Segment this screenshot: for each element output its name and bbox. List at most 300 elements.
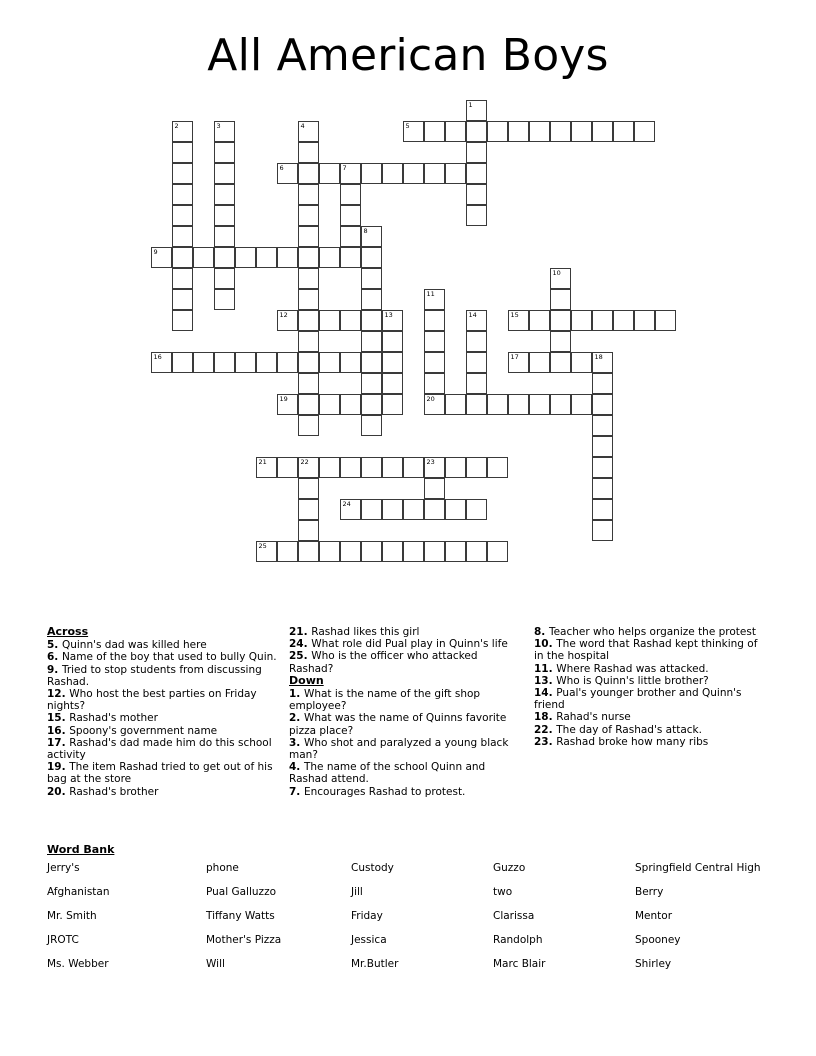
crossword-cell[interactable] — [298, 121, 319, 142]
cell-number: 2 — [174, 121, 179, 130]
clue-item — [47, 737, 279, 761]
clue-number: 23. — [534, 735, 557, 748]
crossword-cell[interactable] — [214, 184, 235, 205]
clue-text: Who is the officer who attacked Rashad? — [289, 650, 478, 675]
crossword-cell[interactable] — [256, 457, 277, 478]
crossword-cell[interactable] — [424, 499, 445, 520]
crossword-cell[interactable] — [445, 394, 466, 415]
clue-number: 17. — [47, 736, 70, 749]
crossword-cell[interactable] — [445, 163, 466, 184]
clue-item — [534, 711, 763, 723]
crossword-cell[interactable] — [361, 163, 382, 184]
crossword-cell[interactable] — [466, 184, 487, 205]
crossword-cell[interactable] — [592, 373, 613, 394]
cell-number: 24 — [342, 499, 351, 508]
crossword-cell[interactable] — [319, 457, 340, 478]
clue-text: The name of the school Quinn and Rashad attend. — [289, 761, 486, 786]
crossword-cell[interactable] — [382, 310, 403, 331]
crossword-cell[interactable] — [592, 520, 613, 541]
crossword-cell[interactable] — [298, 268, 319, 289]
crossword-cell[interactable] — [424, 289, 445, 310]
crossword-cell[interactable] — [319, 247, 340, 268]
crossword-cell[interactable] — [508, 394, 529, 415]
cell-number: 14 — [468, 310, 477, 319]
crossword-cell[interactable] — [277, 457, 298, 478]
clue-item — [289, 712, 524, 736]
crossword-cell[interactable] — [403, 499, 424, 520]
crossword-cell[interactable] — [277, 541, 298, 562]
crossword-cell[interactable] — [340, 499, 361, 520]
cell-number: 25 — [258, 541, 267, 550]
crossword-cell[interactable] — [487, 121, 508, 142]
clue-list-1 — [47, 639, 279, 798]
crossword-cell[interactable] — [424, 457, 445, 478]
clue-number: 20. — [47, 785, 70, 798]
clues-column-1 — [47, 626, 289, 798]
crossword-cell[interactable] — [319, 352, 340, 373]
crossword-cell[interactable] — [319, 310, 340, 331]
cell-number: 11 — [426, 289, 435, 298]
crossword-cell[interactable] — [613, 121, 634, 142]
cell-number: 22 — [300, 457, 309, 466]
clues-column-2 — [289, 626, 534, 798]
crossword-cell[interactable] — [235, 247, 256, 268]
crossword-cell[interactable] — [298, 457, 319, 478]
crossword-cell[interactable] — [382, 352, 403, 373]
crossword-cell[interactable] — [340, 184, 361, 205]
clue-text: Encourages Rashad to protest. — [303, 785, 466, 798]
word-bank-item: Will — [206, 958, 225, 970]
clue-text: Rahad's nurse — [556, 711, 631, 724]
crossword-cell[interactable] — [298, 184, 319, 205]
clue-number: 13. — [534, 674, 557, 687]
clue-text: Who shot and paralyzed a young black man? — [289, 736, 509, 762]
crossword-cell[interactable] — [613, 310, 634, 331]
clue-item — [289, 650, 524, 674]
crossword-cell[interactable] — [571, 310, 592, 331]
crossword-cell[interactable] — [298, 163, 319, 184]
cell-number: 7 — [342, 163, 347, 172]
crossword-cell[interactable] — [298, 310, 319, 331]
crossword-cell[interactable] — [298, 394, 319, 415]
crossword-cell[interactable] — [298, 499, 319, 520]
clue-text: Who is Quinn's little brother? — [556, 674, 709, 687]
crossword-cell[interactable] — [466, 310, 487, 331]
crossword-cell[interactable] — [403, 163, 424, 184]
crossword-cell[interactable] — [571, 121, 592, 142]
cell-number: 5 — [405, 121, 410, 130]
clue-text: Rashad's dad made him do this school activity — [47, 736, 272, 762]
clue-number: 7. — [289, 785, 304, 798]
crossword-cell[interactable] — [571, 394, 592, 415]
word-bank-item: Jessica — [351, 934, 387, 946]
crossword-cell[interactable] — [361, 415, 382, 436]
crossword-cell[interactable] — [592, 415, 613, 436]
crossword-cell[interactable] — [424, 163, 445, 184]
clue-text: The item Rashad tried to get out of his bag at the store — [47, 761, 273, 786]
crossword-cell[interactable] — [340, 163, 361, 184]
crossword-cell[interactable] — [298, 352, 319, 373]
crossword-cell[interactable] — [529, 394, 550, 415]
crossword-cell[interactable] — [529, 121, 550, 142]
cell-number: 16 — [153, 352, 162, 361]
clue-text: Pual's younger brother and Quinn's friend — [534, 687, 742, 712]
word-bank-item: JROTC — [47, 934, 79, 946]
crossword-cell[interactable] — [151, 352, 172, 373]
word-bank-item: Marc Blair — [493, 958, 546, 970]
clue-number: 14. — [534, 687, 557, 700]
crossword-cell[interactable] — [508, 352, 529, 373]
clue-text: Rashad's brother — [69, 785, 159, 798]
crossword-cell[interactable] — [550, 352, 571, 373]
clue-text: Rashad likes this girl — [311, 626, 420, 638]
word-bank-area — [47, 843, 773, 970]
crossword-cell[interactable] — [340, 205, 361, 226]
crossword-cell[interactable] — [298, 205, 319, 226]
crossword-cell[interactable] — [466, 163, 487, 184]
cell-number: 9 — [153, 247, 158, 256]
clue-item — [47, 761, 279, 785]
cell-number: 4 — [300, 121, 305, 130]
crossword-cell[interactable] — [382, 163, 403, 184]
clue-text: What is the name of the gift shop employee? — [289, 688, 481, 713]
crossword-cell[interactable] — [487, 541, 508, 562]
crossword-cell[interactable] — [466, 394, 487, 415]
crossword-cell[interactable] — [172, 121, 193, 142]
crossword-cell[interactable] — [382, 394, 403, 415]
clue-text: Quinn's dad was killed here — [61, 639, 207, 652]
crossword-cell[interactable] — [235, 352, 256, 373]
clue-number: 11. — [534, 662, 557, 675]
clue-item — [534, 626, 763, 638]
crossword-cell[interactable] — [466, 499, 487, 520]
word-bank-item: phone — [206, 862, 239, 874]
cell-number: 19 — [279, 394, 288, 403]
crossword-cell[interactable] — [424, 478, 445, 499]
crossword-cell[interactable] — [340, 394, 361, 415]
crossword-cell[interactable] — [424, 541, 445, 562]
clue-item — [47, 639, 279, 651]
crossword-cell[interactable] — [298, 142, 319, 163]
clue-number: 22. — [534, 723, 557, 736]
crossword-cell[interactable] — [298, 373, 319, 394]
clue-item — [47, 688, 279, 712]
crossword-cell[interactable] — [172, 268, 193, 289]
crossword-cell[interactable] — [529, 310, 550, 331]
crossword-cell[interactable] — [466, 352, 487, 373]
crossword-cell[interactable] — [340, 226, 361, 247]
crossword-cell[interactable] — [445, 121, 466, 142]
word-bank-item: Mentor — [635, 910, 673, 922]
clue-item — [534, 638, 763, 662]
cell-number: 17 — [510, 352, 519, 361]
crossword-cell[interactable] — [214, 226, 235, 247]
crossword-cell[interactable] — [424, 352, 445, 373]
crossword-cell[interactable] — [550, 289, 571, 310]
crossword-cell[interactable] — [592, 121, 613, 142]
crossword-cell[interactable] — [424, 310, 445, 331]
crossword-cell[interactable] — [319, 541, 340, 562]
word-bank-item: Friday — [351, 910, 383, 922]
crossword-cell[interactable] — [487, 457, 508, 478]
crossword-cell[interactable] — [445, 541, 466, 562]
crossword-cell[interactable] — [277, 247, 298, 268]
clue-list-2-across — [289, 626, 524, 675]
crossword-cell[interactable] — [298, 331, 319, 352]
crossword-cell[interactable] — [214, 205, 235, 226]
clue-number: 19. — [47, 761, 70, 774]
down-heading: Down — [289, 673, 324, 687]
crossword-cell[interactable] — [193, 352, 214, 373]
clue-number: 1. — [289, 688, 304, 701]
word-bank-item: Jerry's — [47, 862, 80, 874]
crossword-cell[interactable] — [382, 499, 403, 520]
crossword-cell[interactable] — [340, 457, 361, 478]
clue-item — [289, 638, 524, 650]
crossword-cell[interactable] — [466, 541, 487, 562]
crossword-cell[interactable] — [256, 541, 277, 562]
crossword-cell[interactable] — [361, 541, 382, 562]
clue-item — [289, 737, 524, 761]
clue-item — [289, 626, 524, 638]
word-bank-item: Spooney — [635, 934, 681, 946]
crossword-cell[interactable] — [340, 310, 361, 331]
crossword-cell[interactable] — [550, 121, 571, 142]
crossword-cell[interactable] — [214, 163, 235, 184]
crossword-cell[interactable] — [634, 121, 655, 142]
cell-number: 3 — [216, 121, 221, 130]
clue-item — [289, 761, 524, 785]
word-bank-item: Ms. Webber — [47, 958, 109, 970]
clue-item — [289, 688, 524, 712]
crossword-cell[interactable] — [172, 184, 193, 205]
crossword-cell[interactable] — [277, 352, 298, 373]
crossword-cell[interactable] — [361, 394, 382, 415]
crossword-cell[interactable] — [403, 541, 424, 562]
crossword-cell[interactable] — [361, 331, 382, 352]
clue-number: 12. — [47, 688, 70, 701]
word-bank-grid — [47, 862, 773, 970]
crossword-cell[interactable] — [592, 352, 613, 373]
clue-text: Name of the boy that used to bully Quin. — [61, 651, 277, 664]
crossword-cell[interactable] — [403, 457, 424, 478]
crossword-cell[interactable] — [382, 331, 403, 352]
crossword-cell[interactable] — [487, 394, 508, 415]
cell-number: 12 — [279, 310, 288, 319]
crossword-cell[interactable] — [172, 352, 193, 373]
word-bank-item: Afghanistan — [47, 886, 110, 898]
crossword-cell[interactable] — [466, 331, 487, 352]
crossword-cell[interactable] — [361, 457, 382, 478]
crossword-cell[interactable] — [214, 142, 235, 163]
clue-item — [534, 675, 763, 687]
crossword-cell[interactable] — [277, 310, 298, 331]
crossword-cell[interactable] — [361, 373, 382, 394]
crossword-cell[interactable] — [508, 310, 529, 331]
crossword-cell[interactable] — [445, 457, 466, 478]
cell-number: 20 — [426, 394, 435, 403]
crossword-cell[interactable] — [214, 289, 235, 310]
word-bank-item: Berry — [635, 886, 664, 898]
cell-number: 10 — [552, 268, 561, 277]
across-heading: Across — [47, 625, 89, 638]
crossword-cell[interactable] — [172, 247, 193, 268]
clue-text: Who host the best parties on Friday nights? — [47, 688, 257, 713]
crossword-cell[interactable] — [298, 247, 319, 268]
crossword-cell[interactable] — [655, 310, 676, 331]
cell-number: 21 — [258, 457, 267, 466]
crossword-cell[interactable] — [466, 205, 487, 226]
clue-text: What was the name of Quinns favorite pizza place? — [289, 712, 507, 737]
clue-item — [47, 786, 279, 798]
clue-item — [47, 664, 279, 688]
crossword-cell[interactable] — [298, 415, 319, 436]
clue-item — [289, 786, 524, 798]
crossword-cell[interactable] — [172, 226, 193, 247]
cell-number: 6 — [279, 163, 284, 172]
crossword-cell[interactable] — [508, 121, 529, 142]
crossword-cell[interactable] — [361, 310, 382, 331]
crossword-cell[interactable] — [592, 394, 613, 415]
clues-column-3 — [534, 626, 773, 798]
crossword-cell[interactable] — [340, 247, 361, 268]
clue-item — [47, 651, 279, 663]
clue-number: 15. — [47, 712, 70, 725]
crossword-cell[interactable] — [256, 352, 277, 373]
word-bank-item: Custody — [351, 862, 394, 874]
crossword-cell[interactable] — [529, 352, 550, 373]
clue-number: 4. — [289, 761, 304, 774]
word-bank-item: Guzzo — [493, 862, 526, 874]
crossword-cell[interactable] — [298, 226, 319, 247]
crossword-cell[interactable] — [277, 163, 298, 184]
cell-number: 18 — [594, 352, 603, 361]
clue-number: 6. — [47, 651, 62, 664]
crossword-cell[interactable] — [424, 331, 445, 352]
crossword-cell[interactable] — [214, 268, 235, 289]
clue-list-3-down — [534, 626, 763, 748]
word-bank-item: two — [493, 886, 513, 898]
crossword-cell[interactable] — [361, 268, 382, 289]
crossword-cell[interactable] — [214, 121, 235, 142]
crossword-cell[interactable] — [172, 163, 193, 184]
crossword-cell[interactable] — [592, 310, 613, 331]
clue-item — [534, 736, 763, 748]
crossword-cell[interactable] — [466, 373, 487, 394]
clue-number: 25. — [289, 650, 312, 663]
crossword-cell[interactable] — [550, 331, 571, 352]
crossword-cell[interactable] — [424, 373, 445, 394]
clue-text: Where Rashad was attacked. — [556, 662, 709, 675]
crossword-cell[interactable] — [298, 478, 319, 499]
page-title: All American Boys — [207, 30, 609, 81]
clue-number: 16. — [47, 724, 70, 737]
crossword-cell[interactable] — [298, 289, 319, 310]
clue-item — [534, 724, 763, 736]
crossword-cell[interactable] — [361, 247, 382, 268]
crossword-cell[interactable] — [172, 205, 193, 226]
clue-text: Rashad broke how many ribs — [556, 735, 709, 748]
clue-number: 5. — [47, 639, 62, 652]
word-bank-item: Pual Galluzzo — [206, 886, 276, 898]
clue-number: 8. — [534, 626, 549, 638]
crossword-cell[interactable] — [424, 394, 445, 415]
clue-number: 21. — [289, 626, 312, 638]
crossword-cell[interactable] — [403, 121, 424, 142]
crossword-cell[interactable] — [298, 541, 319, 562]
word-bank-item: Shirley — [635, 958, 672, 970]
crossword-cell[interactable] — [340, 352, 361, 373]
crossword-cell[interactable] — [214, 352, 235, 373]
crossword-cell[interactable] — [634, 310, 655, 331]
crossword-cell[interactable] — [277, 394, 298, 415]
cell-number: 13 — [384, 310, 393, 319]
crossword-cell[interactable] — [592, 436, 613, 457]
crossword-cell[interactable] — [445, 499, 466, 520]
crossword-cell[interactable] — [466, 121, 487, 142]
clue-number: 3. — [289, 736, 304, 749]
crossword-cell[interactable] — [172, 310, 193, 331]
crossword-cell[interactable] — [466, 100, 487, 121]
crossword-cell[interactable] — [361, 226, 382, 247]
word-bank-item: Springfield Central High — [635, 862, 761, 874]
clue-list-2-down — [289, 688, 524, 798]
crossword-cell[interactable] — [466, 457, 487, 478]
crossword-cell[interactable] — [424, 121, 445, 142]
crossword-cell[interactable] — [382, 373, 403, 394]
crossword-cell[interactable] — [592, 457, 613, 478]
crossword-cell[interactable] — [319, 163, 340, 184]
crossword-cell[interactable] — [550, 310, 571, 331]
crossword-grid-container — [0, 78, 816, 578]
clue-text: What role did Pual play in Quinn's life — [311, 638, 508, 651]
cell-number: 23 — [426, 457, 435, 466]
crossword-cell[interactable] — [172, 142, 193, 163]
clue-item — [534, 663, 763, 675]
clue-item — [47, 712, 279, 724]
clue-number: 9. — [47, 663, 62, 676]
crossword-cell[interactable] — [172, 289, 193, 310]
crossword-cell[interactable] — [256, 247, 277, 268]
crossword-cell[interactable] — [214, 247, 235, 268]
crossword-cell[interactable] — [382, 457, 403, 478]
word-bank-item: Clarissa — [493, 910, 535, 922]
clue-number: 18. — [534, 711, 557, 724]
clue-text: The day of Rashad's attack. — [556, 723, 702, 736]
clue-item — [534, 687, 763, 711]
crossword-cell[interactable] — [340, 541, 361, 562]
crossword-cell[interactable] — [361, 352, 382, 373]
clue-number: 10. — [534, 638, 557, 651]
crossword-cell[interactable] — [361, 289, 382, 310]
word-bank-item: Jill — [351, 886, 363, 898]
word-bank-item: Mother's Pizza — [206, 934, 282, 946]
crossword-cell[interactable] — [193, 247, 214, 268]
crossword-cell[interactable] — [592, 499, 613, 520]
crossword-cell[interactable] — [550, 394, 571, 415]
crossword-cell[interactable] — [298, 520, 319, 541]
crossword-cell[interactable] — [361, 499, 382, 520]
crossword-cell[interactable] — [382, 541, 403, 562]
crossword-cell[interactable] — [550, 268, 571, 289]
crossword-cell[interactable] — [319, 394, 340, 415]
clue-item — [47, 725, 279, 737]
crossword-cell[interactable] — [592, 478, 613, 499]
crossword-cell[interactable] — [466, 142, 487, 163]
crossword-cell[interactable] — [151, 247, 172, 268]
word-bank-item: Randolph — [493, 934, 543, 946]
crossword-cell[interactable] — [571, 352, 592, 373]
